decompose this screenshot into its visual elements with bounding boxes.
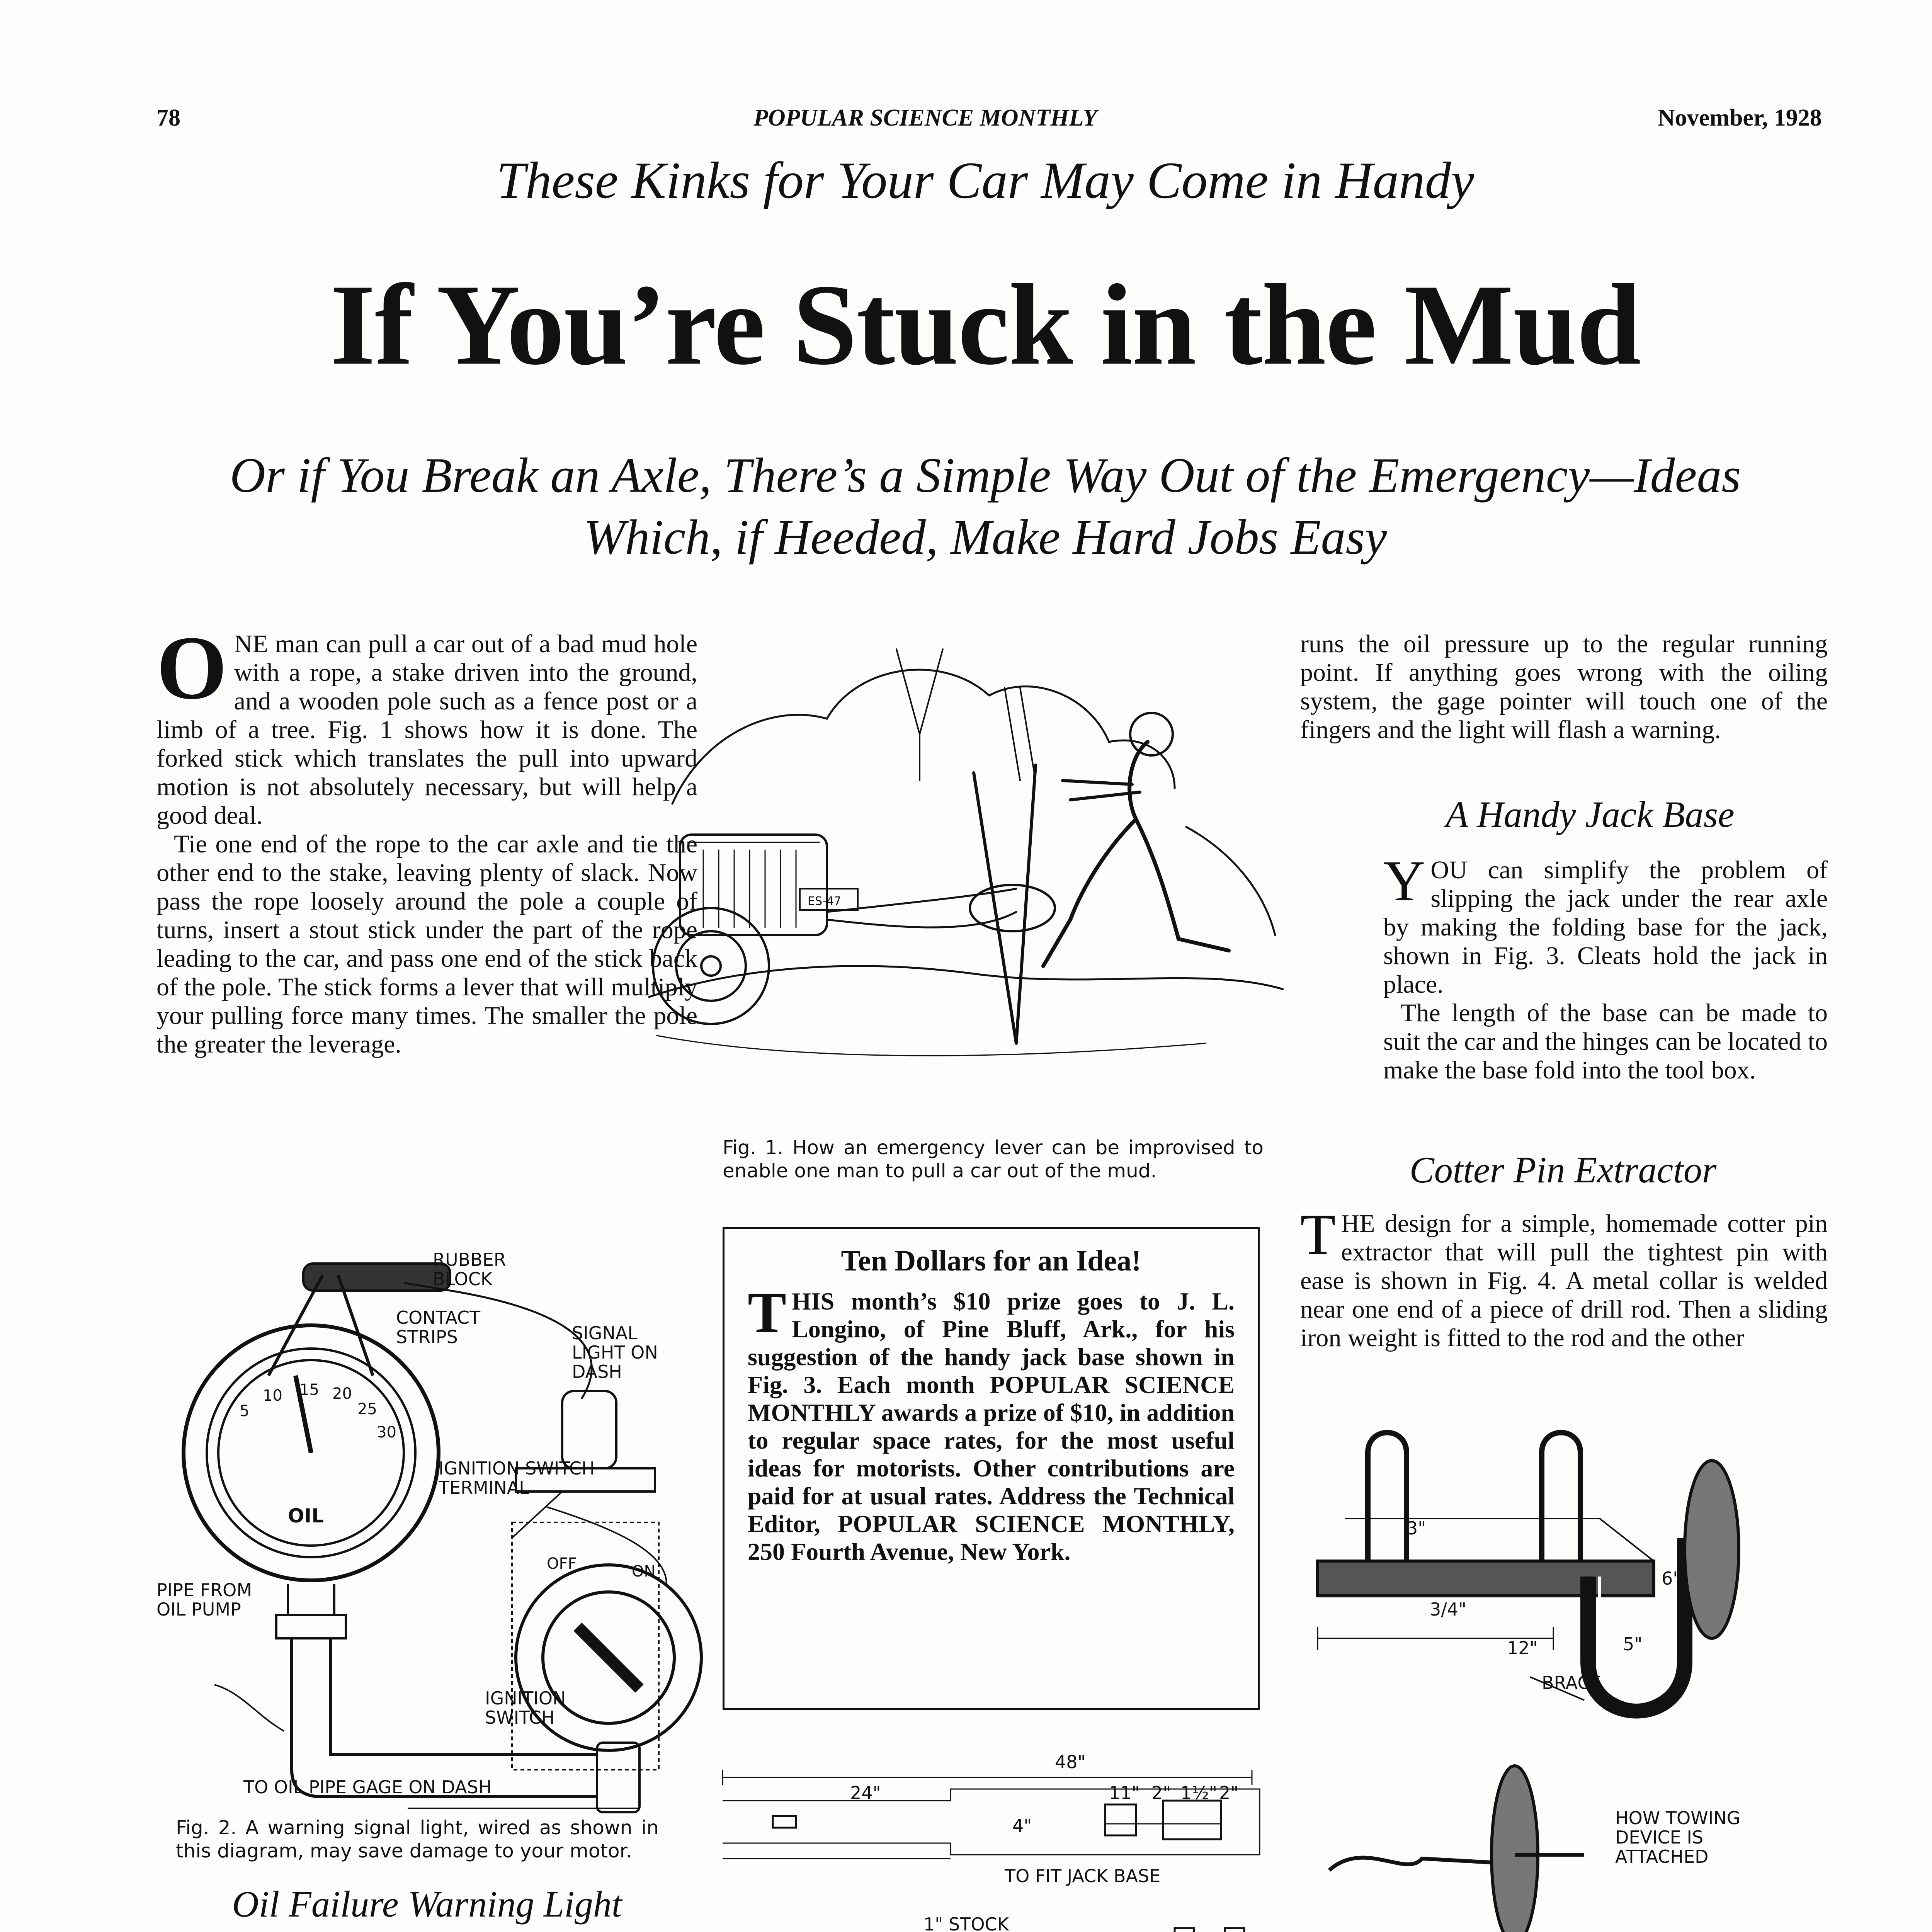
prize-heading: Ten Dollars for an Idea! [841,1245,1141,1277]
fig5-dim-3-4: 3/4" [1430,1599,1467,1620]
oil-continuation-text [1300,630,1828,744]
issue-date: November, 1928 [1658,105,1822,131]
fig3-dim-2b: 2" [1219,1782,1239,1803]
fig3-dim-2a: 2" [1151,1782,1171,1803]
fig3-dim-4: 4" [1012,1815,1032,1836]
fig2-caption: Fig. 2. A warning signal light, wired as shown in this diagram, may save damage to your motor. [176,1816,659,1862]
fig3-dim-24: 24" [850,1782,881,1803]
fig1-caption: Fig. 1. How an emergency lever can be improvised to enable one man to pull a car out of the mud. [723,1136,1264,1182]
fig5-how-towing-label: HOW TOWING DEVICE IS ATTACHED [1615,1808,1741,1867]
prize-box [723,1227,1260,1710]
fig2-label-to-oil-pipe: TO OIL PIPE GAGE ON DASH [243,1777,492,1798]
fig3-dim-48: 48" [1055,1752,1086,1772]
continuation-paragraph: runs the oil pressure up to the regular running point. If anything goes wrong with the oiling system, the gage pointer will touch one of the fingers and the light will flash a warning. [1300,630,1828,744]
intro-paragraph-2: Tie one end of the rope to the car axle and tie the other end to the stake, leaving plenty of slack. Now pass the rope loosely around the pole a couple of turns, insert a stout stick under the part of the rope leading to the car, and pass one end of the stick back of the pole. The stick forms a lever that will multiply your pulling force many times. The smaller the pole the greater the leverage. [156,830,697,1058]
jack-paragraph-1: OU can simplify the problem of slipping the jack under the rear axle by making the folding base for the jack, shown in Fig. 3. Cleats hold the jack in place. [1383,856,1828,998]
fig3-diagram [719,1747,1267,1932]
intro-paragraph-1: NE man can pull a car out of a bad mud hole with a rope, a stake driven into the ground, and a wooden pole such as a fence post or a limb of a tree. Fig. 1 shows how it is done. The forked stick which translates the pull into upward motion is not absolutely necessary, but will help a good deal. [156,630,697,830]
gage-tick-10: 10 [263,1387,282,1405]
switch-off: OFF [547,1555,577,1573]
intro-text [156,617,697,1059]
intro-dropcap: O [156,617,227,718]
cotter-paragraph-1: HE design for a simple, homemade cotter pin extractor that will pull the tightest pin with ease is shown in Fig. 4. A metal collar is welded near one end of a piece of drill rod. Then a sliding iron weight is fitted to the rod and the other [1300,1209,1828,1352]
page-number: 78 [156,105,180,131]
gage-tick-30: 30 [377,1423,396,1441]
prize-dropcap: T [748,1281,787,1345]
prize-text [748,1281,1235,1566]
fig2-label-ignition-switch: IGNITION SWITCH [485,1688,566,1728]
fig2-label-signal-light: SIGNAL LIGHT ON DASH [572,1323,658,1382]
fig3-dim-11: 11" [1109,1782,1140,1803]
gage-tick-20: 20 [332,1385,352,1403]
article-deck: Or if You Break an Axle, There’s a Simple Way Out of the Emergency—Ideas Which, if Heeded, Make Hard Jobs Easy [230,448,1741,565]
fig5-brace-label: BRACE [1542,1672,1601,1693]
jack-dropcap: Y [1383,849,1425,913]
fig2-label-pipe-from-pump: PIPE FROM OIL PUMP [156,1580,252,1620]
gage-word: OIL [288,1505,324,1527]
gage-tick-15: 15 [299,1381,319,1399]
cotter-pin-text [1300,1202,1828,1352]
jack-paragraph-2: The length of the base can be made to suit the car and the hinges can be located to make the base fold into the tool box. [1383,999,1828,1084]
oil-failure-heading: Oil Failure Warning Light [232,1883,622,1925]
article-title: If You’re Stuck in the Mud [330,260,1641,389]
fig5-dim-6: 6" [1662,1568,1681,1589]
article-kicker: These Kinks for Your Car May Come in Handy [496,152,1475,209]
fig3-dim-1-5: 1½" [1180,1782,1218,1803]
cotter-dropcap: T [1300,1202,1336,1267]
fig5-dim-12: 12" [1507,1638,1538,1658]
fig2-label-rubber-block: RUBBER BLOCK [433,1249,506,1289]
jack-base-heading: A Handy Jack Base [1446,794,1735,835]
fig1-illustration [626,618,1314,1136]
magazine-name: POPULAR SCIENCE MONTHLY [753,105,1097,131]
cotter-pin-heading: Cotter Pin Extractor [1409,1149,1717,1190]
fig5-dim-5: 5" [1623,1634,1643,1655]
switch-on: ON [632,1563,656,1580]
fig2-label-ignition-terminal: IGNITION SWITCH TERMINAL [439,1458,595,1498]
prize-body: HIS month’s $10 prize goes to J. L. Longino, of Pine Bluff, Ark., for his suggestion of the handy jack base shown in Fig. 3. Each month POPULAR SCIENCE MONTHLY awards a prize of $10, in addition to regular space rates, for the most useful ideas for motorists. Other contributions are paid for at usual rates. Address the Technical Editor, POPULAR SCIENCE MONTHLY, 250 Fourth Avenue, New York. [748,1287,1235,1565]
fig2-label-contact-strips: CONTACT STRIPS [396,1307,481,1347]
fig5-dim-3: 3" [1406,1518,1426,1539]
fig3-stock-label: 1" STOCK [923,1914,1009,1932]
jack-base-text [1383,849,1828,1085]
gage-tick-25: 25 [357,1400,377,1418]
fig1-license-plate: ES-47 [808,895,841,908]
fig3-to-fit-label: TO FIT JACK BASE [1005,1866,1161,1886]
gage-tick-5: 5 [240,1402,250,1420]
